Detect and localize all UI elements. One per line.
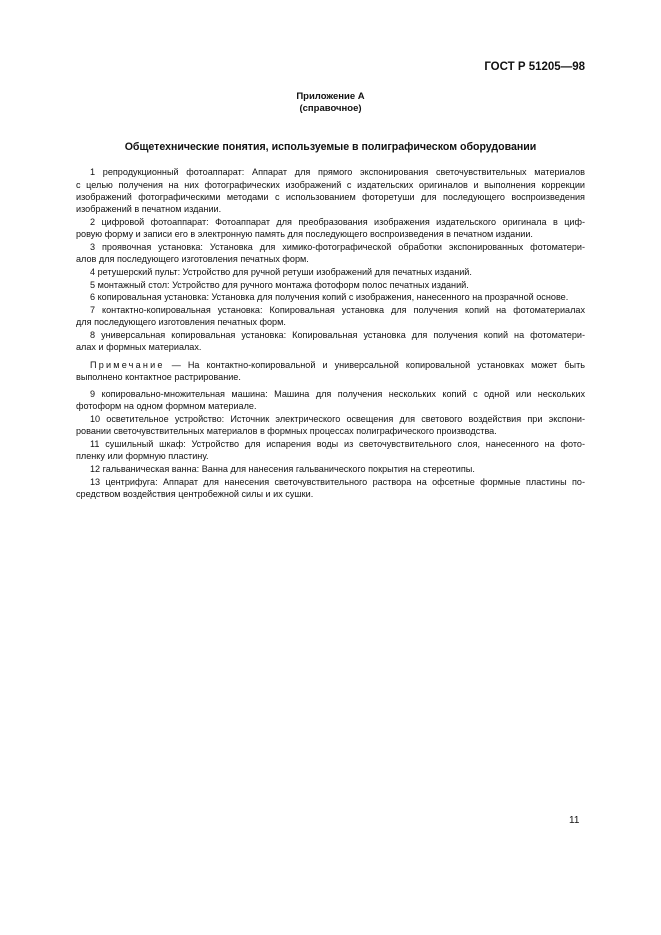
paragraph-line: изображений фотографическими методами с использованием фоторетуши для последующего воспроизведения (76, 191, 585, 202)
paragraph-line: 12 гальваническая ванна: Ванна для нанесения гальванического покрытия на стереотипы. (90, 464, 475, 475)
definition-paragraph (76, 438, 585, 463)
appendix-subtitle: (справочное) (299, 103, 362, 114)
definition-paragraph (76, 413, 585, 438)
paragraph-line: фотоформ на одном формном материале. (76, 401, 257, 412)
paragraph-line: пленку или формную пластину. (76, 451, 209, 462)
note-line: выполнено контактное растрирование. (76, 371, 241, 382)
paragraph-line: 8 универсальная копировальная установка: Копировальная установка для получения копий на фотоматери- (90, 329, 585, 340)
document-code: ГОСТ Р 51205—98 (484, 61, 585, 73)
paragraph-line: 3 проявочная установка: Установка для химико-фотографической обработки экспонированных фотоматери- (90, 241, 585, 252)
definition-paragraph (76, 476, 585, 501)
section-title: Общетехнические понятия, используемые в полиграфическом оборудовании (124, 141, 537, 153)
paragraph-line: 10 осветительное устройство: Источник электрического освещения для светового воздействия при экспони- (90, 414, 585, 425)
definition-paragraph (76, 388, 585, 413)
paragraph-line: алов для последующего изготовления печатных форм. (76, 254, 309, 265)
definition-paragraph (76, 216, 585, 241)
document-body (76, 166, 585, 500)
definition-paragraph (76, 166, 585, 215)
paragraph-line: 6 копировальная установка: Установка для получения копий с изображения, нанесенного на прозрачной основе. (90, 292, 569, 303)
definition-paragraph (76, 463, 585, 475)
paragraph-line: ровую форму и записи его в электронную память для последующего воспроизведения в печатном издании. (76, 229, 533, 240)
paragraph-line: изображений в печатном издании. (76, 204, 222, 215)
definition-paragraph (76, 304, 585, 329)
paragraph-line: 7 контактно-копировальная установка: Копировальная установка для получения копий на фотоматериалах (90, 305, 585, 315)
definition-paragraph (76, 241, 585, 266)
definition-paragraph (76, 329, 585, 354)
definition-paragraph (76, 291, 585, 303)
appendix-title: Приложение А (296, 91, 365, 102)
note-label: Примечание (90, 359, 165, 370)
page-number: 11 (569, 815, 580, 826)
paragraph-line: 1 репродукционный фотоаппарат: Аппарат для прямого экспонирования светочувствительных материалов (90, 167, 585, 178)
definition-paragraph (76, 266, 585, 278)
note-line: Примечание — На контактно-копировальной и универсальной копировальной установках может быть (90, 359, 585, 370)
paragraph-line: для последующего изготовления печатных форм. (76, 317, 286, 328)
paragraph-line: с целью получения на них фотографических изображений с издательских оригиналов и выполнения коррекции (76, 179, 585, 190)
paragraph-line: 2 цифровой фотоаппарат: Фотоаппарат для преобразования изображения издательского оригинала в циф- (90, 216, 585, 227)
paragraph-line: 13 центрифуга: Аппарат для нанесения светочувствительного раствора на офсетные формные пластины по- (90, 476, 585, 487)
paragraph-line: 4 ретушерский пульт: Устройство для ручной ретуши изображений для печатных изданий. (90, 266, 472, 277)
paragraph-line: ровании светочувствительных материалов в формных процессах полиграфического производства. (76, 426, 497, 437)
definition-paragraph (76, 279, 585, 291)
paragraph-line: 11 сушильный шкаф: Устройство для испарения воды из светочувствительного слоя, нанесенного на фото- (90, 439, 585, 450)
paragraph-line: средством воздействия центробежной силы и их сушки. (76, 489, 314, 500)
paragraph-line: алах и формных материалах. (76, 342, 202, 353)
paragraph-line: 9 копировально-множительная машина: Машина для получения нескольких копий с одной или нескольких (90, 389, 585, 400)
paragraph-line: 5 монтажный стол: Устройство для ручного монтажа фотоформ полос печатных изданий. (90, 279, 469, 290)
note (76, 359, 585, 384)
